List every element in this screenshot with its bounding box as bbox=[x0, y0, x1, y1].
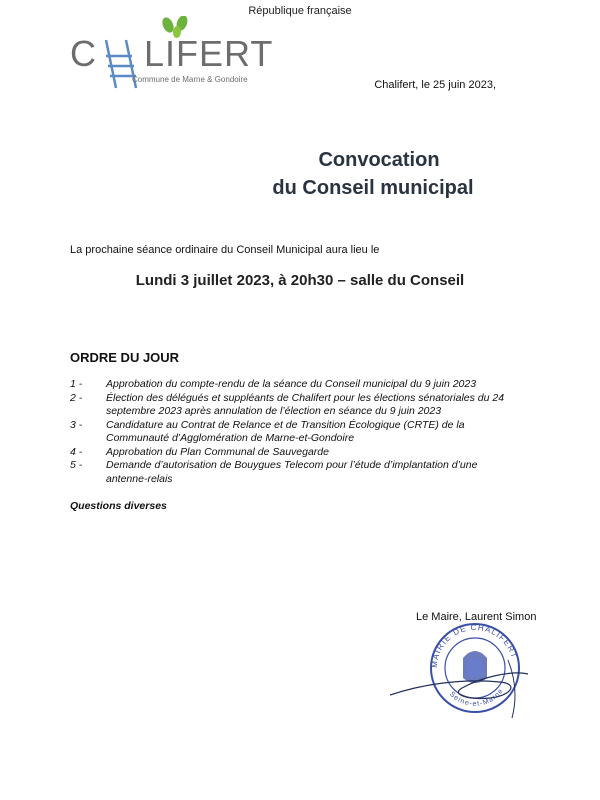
svg-text:LIFERT: LIFERT bbox=[144, 33, 274, 74]
agenda-item-text: Élection des délégués et suppléants de Chalifert pour les élections sénatoriales du 24 septembre 2023 après annulation de l’élection en séance du 9 juin 2023 bbox=[106, 391, 505, 417]
questions-diverses: Questions diverses bbox=[70, 500, 167, 512]
svg-text:MAIRIE DE CHALIFERT: MAIRIE DE CHALIFERT bbox=[429, 622, 519, 669]
document-title bbox=[0, 146, 600, 202]
svg-text:Commune de Marne & Gondoire: Commune de Marne & Gondoire bbox=[132, 75, 248, 84]
agenda-item-number: 3 - bbox=[70, 418, 83, 431]
agenda-item-number: 2 - bbox=[70, 391, 83, 404]
agenda-item-number: 4 - bbox=[70, 445, 83, 458]
agenda-heading: ORDRE DU JOUR bbox=[70, 350, 180, 365]
agenda-item bbox=[70, 378, 520, 392]
date-line: Chalifert, le 25 juin 2023, bbox=[374, 79, 496, 91]
agenda-item bbox=[70, 392, 520, 419]
republique-francaise-label: République française bbox=[248, 5, 352, 17]
chalifert-logo bbox=[70, 16, 280, 90]
agenda-item bbox=[70, 419, 520, 446]
svg-text:C: C bbox=[70, 33, 97, 74]
agenda-item-text: Approbation du compte-rendu de la séance du Conseil municipal du 9 juin 2023 bbox=[106, 378, 477, 390]
agenda-item-text: Candidature au Contrat de Relance et de Transition Écologique (CRTE) de la Communauté d’Agglomération de Marne-et-Gondoire bbox=[106, 418, 465, 444]
agenda-item-number: 5 - bbox=[70, 459, 83, 471]
agenda-list bbox=[70, 378, 520, 486]
agenda-item bbox=[70, 446, 520, 460]
intro-text: La prochaine séance ordinaire du Conseil Municipal aura lieu le bbox=[70, 244, 380, 256]
agenda-item-text: Demande d’autorisation de Bouygues Telecom pour l’étude d’implantation d’une antenne-relais bbox=[106, 459, 478, 485]
meeting-date: Lundi 3 juillet 2023, à 20h30 – salle du Conseil bbox=[135, 272, 465, 289]
signature-line: Le Maire, Laurent Simon bbox=[416, 611, 537, 623]
title-line-2: du Conseil municipal bbox=[272, 177, 474, 199]
agenda-item bbox=[70, 459, 520, 486]
agenda-item-text: Approbation du Plan Communal de Sauvegarde bbox=[106, 445, 329, 458]
svg-text:Seine-et-Marne: Seine-et-Marne bbox=[447, 687, 506, 708]
title-line-1: Convocation bbox=[318, 149, 440, 171]
agenda-item-number: 1 - bbox=[70, 378, 83, 390]
